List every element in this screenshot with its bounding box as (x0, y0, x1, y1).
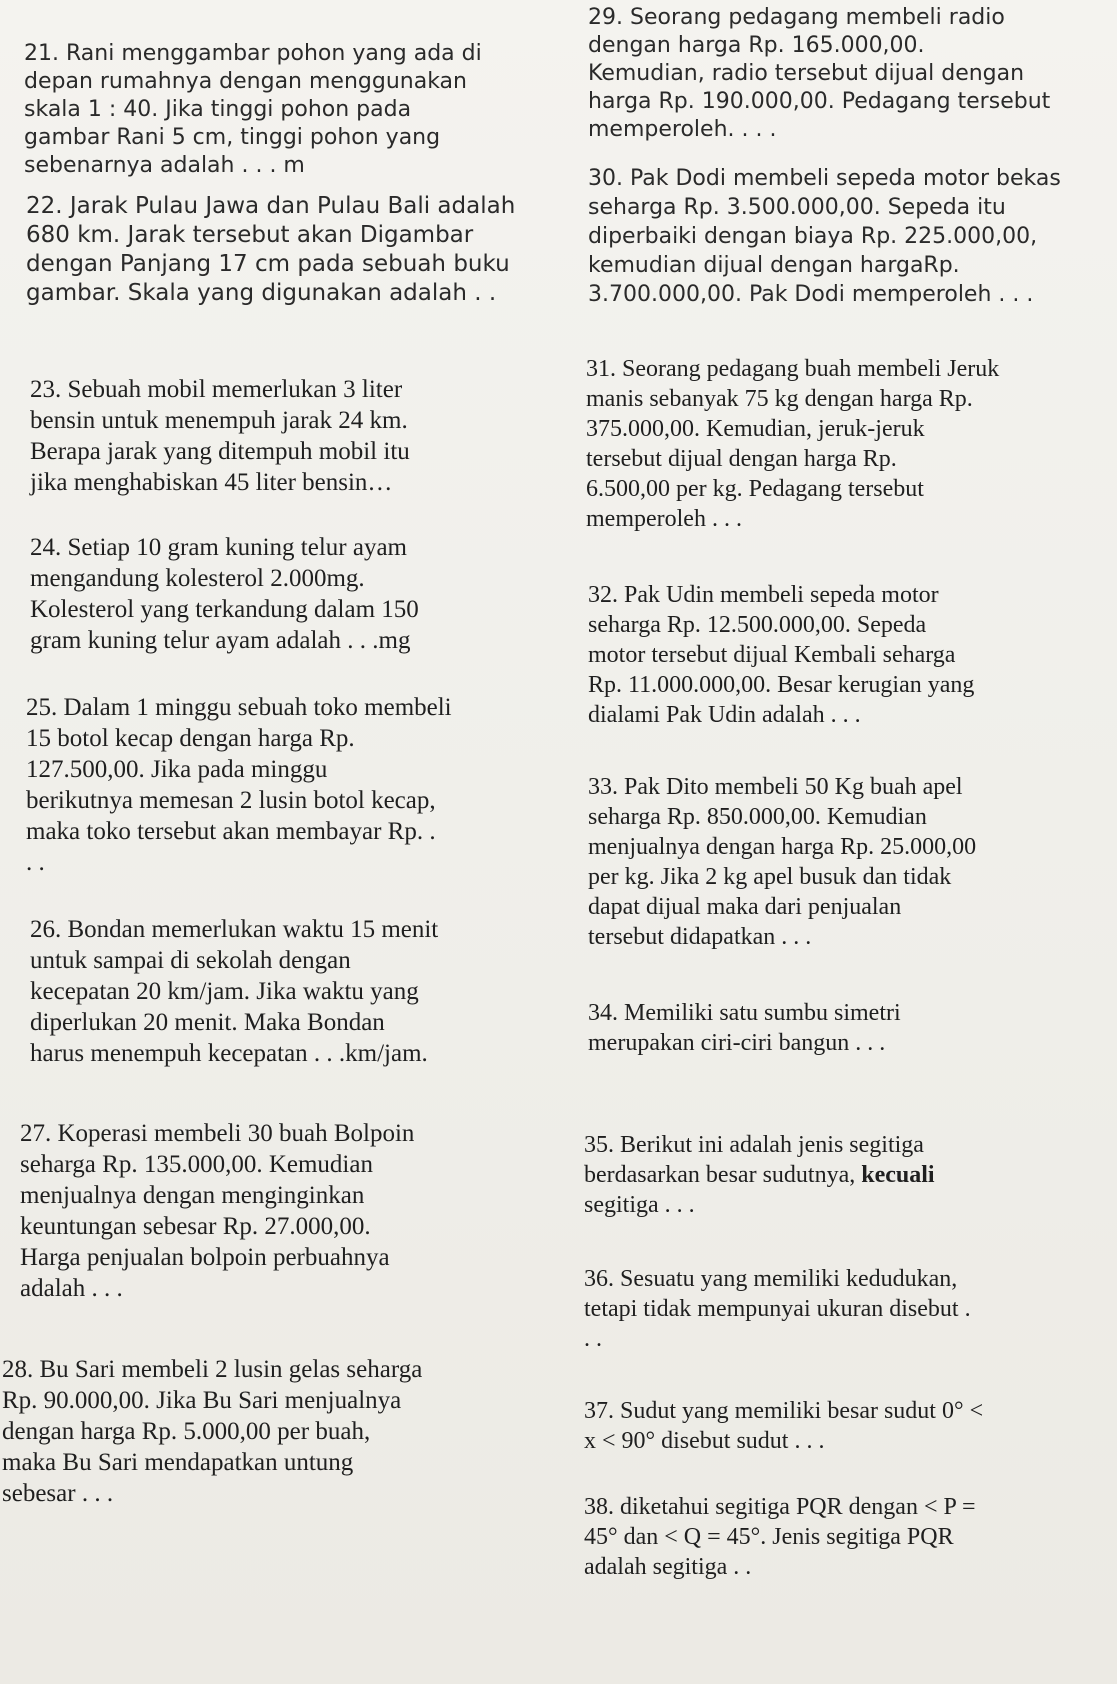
question-31: 31. Seorang pedagang buah membeli Jeruk manis sebanyak 75 kg dengan harga Rp. 375.000,00. Kemudian, jeruk-jeruk tersebut dijual dengan harga Rp. 6.500,00 per kg. Pedagang tersebut memperoleh . . . (586, 356, 1000, 532)
question-35-text-after: segitiga . . . (584, 1192, 695, 1218)
question-24: 24. Setiap 10 gram kuning telur ayam mengandung kolesterol 2.000mg. Kolesterol yang terkandung dalam 150 gram kuning telur ayam adalah . . .mg (30, 534, 419, 654)
question-35-text-before: 35. Berikut ini adalah jenis segitiga berdasarkan besar sudutnya, (584, 1132, 924, 1188)
question-25: 25. Dalam 1 minggu sebuah toko membeli 15 botol kecap dengan harga Rp. 127.500,00. Jika pada minggu berikutnya memesan 2 lusin botol kecap, maka toko tersebut akan membayar Rp. . . . (26, 694, 452, 876)
question-26: 26. Bondan memerlukan waktu 15 menit untuk sampai di sekolah dengan kecepatan 20 km/jam. Jika waktu yang diperlukan 20 menit. Maka Bondan harus menempuh kecepatan . . .km/jam. (30, 916, 439, 1067)
question-22: 22. Jarak Pulau Jawa dan Pulau Bali adalah 680 km. Jarak tersebut akan Digambar dengan Panjang 17 cm pada sebuah buku gambar. Skala yang digunakan adalah . . (26, 193, 516, 306)
question-27: 27. Koperasi membeli 30 buah Bolpoin seharga Rp. 135.000,00. Kemudian menjualnya dengan menginginkan keuntungan sebesar Rp. 27.000,00. Harga penjualan bolpoin perbuahnya adalah . . . (20, 1120, 415, 1302)
question-36: 36. Sesuatu yang memiliki kedudukan, tetapi tidak mempunyai ukuran disebut . . . (584, 1266, 971, 1352)
question-34: 34. Memiliki satu sumbu simetri merupakan ciri-ciri bangun . . . (588, 1000, 901, 1056)
question-35-keyword: kecuali (861, 1162, 935, 1188)
question-29: 29. Seorang pedagang membeli radio dengan harga Rp. 165.000,00. Kemudian, radio tersebut dijual dengan harga Rp. 190.000,00. Pedagang tersebut memperoleh. . . . (588, 5, 1051, 142)
question-33: 33. Pak Dito membeli 50 Kg buah apel seharga Rp. 850.000,00. Kemudian menjualnya dengan harga Rp. 25.000,00 per kg. Jika 2 kg apel busuk dan tidak dapat dijual maka dari penjualan tersebut didapatkan . . . (588, 774, 977, 950)
question-30: 30. Pak Dodi membeli sepeda motor bekas seharga Rp. 3.500.000,00. Sepeda itu diperbaiki dengan biaya Rp. 225.000,00, kemudian dijual dengan hargaRp. 3.700.000,00. Pak Dodi memperoleh . . . (588, 166, 1061, 307)
question-32: 32. Pak Udin membeli sepeda motor seharga Rp. 12.500.000,00. Sepeda motor tersebut dijual Kembali seharga Rp. 11.000.000,00. Besar kerugian yang dialami Pak Udin adalah . . . (588, 582, 975, 728)
question-38: 38. diketahui segitiga PQR dengan < P = 45° dan < Q = 45°. Jenis segitiga PQR adalah segitiga . . (584, 1494, 976, 1580)
question-37: 37. Sudut yang memiliki besar sudut 0° < x < 90° disebut sudut . . . (584, 1398, 984, 1454)
question-23: 23. Sebuah mobil memerlukan 3 liter bensin untuk menempuh jarak 24 km. Berapa jarak yang ditempuh mobil itu jika menghabiskan 45 liter bensin… (30, 376, 410, 496)
question-28: 28. Bu Sari membeli 2 lusin gelas seharga Rp. 90.000,00. Jika Bu Sari menjualnya dengan harga Rp. 5.000,00 per buah, maka Bu Sari mendapatkan untung sebesar . . . (2, 1356, 423, 1507)
question-21: 21. Rani menggambar pohon yang ada di depan rumahnya dengan menggunakan skala 1 : 40. Jika tinggi pohon pada gambar Rani 5 cm, tinggi pohon yang sebenarnya adalah . . . m (24, 41, 482, 178)
question-35 (584, 1130, 935, 1220)
right-column (580, 0, 1117, 1684)
